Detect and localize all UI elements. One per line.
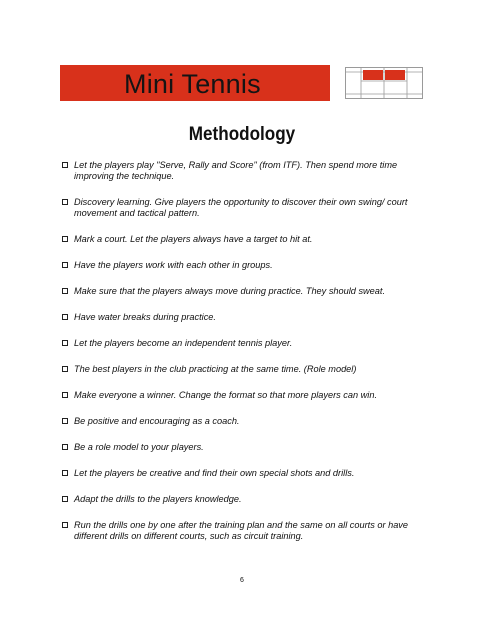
list-item xyxy=(62,416,432,427)
tennis-court-icon xyxy=(345,67,423,99)
list-item-text: Let the players play "Serve, Rally and Score" (from ITF). Then spend more time improving the technique. xyxy=(74,160,398,181)
list-item xyxy=(62,286,432,297)
checkbox-icon xyxy=(62,522,68,528)
list-item-text: Let the players be creative and find their own special shots and drills. xyxy=(74,468,355,478)
list-item-text: Run the drills one by one after the training plan and the same on all courts or have different drills on different courts, such as circuit training. xyxy=(74,520,409,541)
list-item-text: Discovery learning. Give players the opportunity to discover their own swing/ court movement and tactical pattern. xyxy=(74,197,408,218)
checkbox-icon xyxy=(62,199,68,205)
list-item xyxy=(62,160,432,182)
list-item xyxy=(62,390,432,401)
title-banner xyxy=(60,65,330,101)
list-item-text: Let the players become an independent tennis player. xyxy=(74,338,293,348)
checkbox-icon xyxy=(62,236,68,242)
checkbox-icon xyxy=(62,262,68,268)
list-item xyxy=(62,520,432,542)
checkbox-icon xyxy=(62,496,68,502)
list-item-text: Mark a court. Let the players always have a target to hit at. xyxy=(74,234,313,244)
checkbox-icon xyxy=(62,288,68,294)
list-item xyxy=(62,364,432,375)
checkbox-icon xyxy=(62,162,68,168)
checkbox-icon xyxy=(62,470,68,476)
checkbox-icon xyxy=(62,418,68,424)
list-item xyxy=(62,260,432,271)
list-item-text: Have water breaks during practice. xyxy=(74,312,216,322)
page-number: 6 xyxy=(240,577,244,584)
banner-title: Mini Tennis xyxy=(124,69,261,99)
checkbox-icon xyxy=(62,314,68,320)
checkbox-icon xyxy=(62,392,68,398)
list-item-text: Be a role model to your players. xyxy=(74,442,204,452)
list-item-text: The best players in the club practicing at the same time. (Role model) xyxy=(74,364,357,374)
list-item-text: Make everyone a winner. Change the format so that more players can win. xyxy=(74,390,377,400)
checkbox-icon xyxy=(62,366,68,372)
checkbox-icon xyxy=(62,444,68,450)
list-item-text: Have the players work with each other in groups. xyxy=(74,260,273,270)
list-item xyxy=(62,197,432,219)
methodology-list xyxy=(62,160,432,557)
list-item xyxy=(62,494,432,505)
checkbox-icon xyxy=(62,340,68,346)
list-item xyxy=(62,312,432,323)
list-item xyxy=(62,442,432,453)
list-item xyxy=(62,468,432,479)
list-item-text: Make sure that the players always move during practice. They should sweat. xyxy=(74,286,385,296)
list-item xyxy=(62,234,432,245)
list-item-text: Be positive and encouraging as a coach. xyxy=(74,416,240,426)
list-item xyxy=(62,338,432,349)
list-item-text: Adapt the drills to the players knowledge. xyxy=(74,494,242,504)
page-heading: Methodology xyxy=(188,124,296,145)
